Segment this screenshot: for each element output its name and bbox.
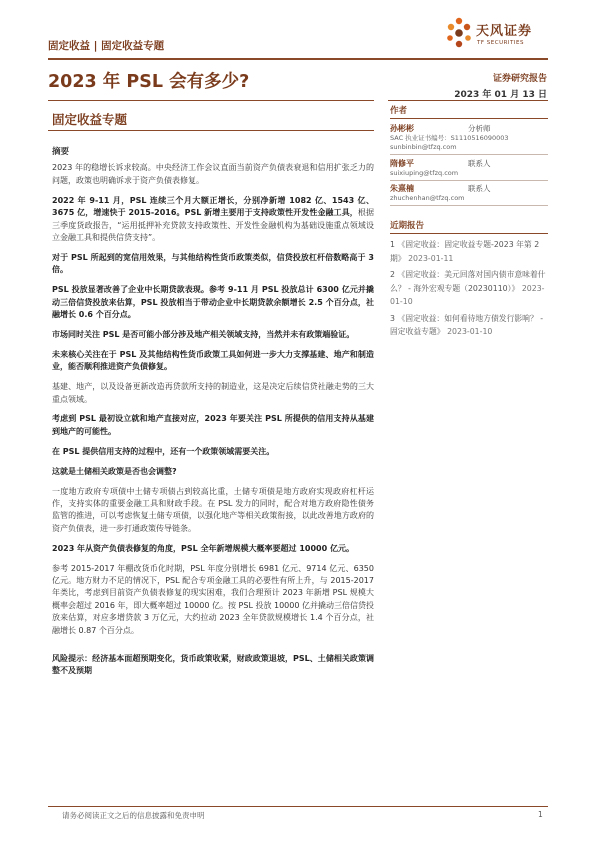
recent-report-item[interactable]: 2 《固定收益：美元回落对国内债市意味着什么？ - 海外宏观专题（20230110）》 2023-01-10 <box>390 270 546 307</box>
logo-text-cn: 天风证券 <box>476 24 533 39</box>
breadcrumb: 固定收益 | 固定收益专题 <box>48 40 165 52</box>
abstract-paragraph: 2023 年的稳增长诉求较高。中央经济工作会议直面当前资产负债表衰退和信用扩张乏力的问题，政策也明确诉求于资产负债表修复。 <box>52 163 374 185</box>
abstract-paragraph: 在 PSL 提供信用支持的过程中，还有一个政策领域需要关注。 <box>52 446 275 456</box>
recent-report-item[interactable]: 3 《固定收益：如何看待地方债发行影响？ -固定收益专题》 2023-01-10 <box>390 313 544 337</box>
author-divider <box>390 180 548 181</box>
abstract-paragraph: 对于 PSL 所起到的宽信用效果，与其他结构性货币政策类似，信贷投放杠杆倍数略高于 3 倍。 <box>52 252 374 275</box>
abstract-paragraph: 参考 2015-2017 年棚改货币化时期，PSL 年度分别增长 6981 亿元、9714 亿元、6350 亿元。地方财力不足的情况下，PSL 配合专项金融工具的必要性有所上升，与 2015-2017 年类比，考虑到目前资产负债表修复的现实困难，我们合理预计 2023 年新增 PSL 规模大概率会超过 2016 年，即大概率超过 10000 亿。按 PSL 投放 10000 亿并撬动三倍信贷投放来估算，对应多增贷款 3 万亿元，大约拉动 2023 全年贷款规模增长 1.4 个百分点，社融增长 0.87 个百分点。 <box>52 563 374 635</box>
recent-report-item[interactable]: 1 《固定收益：固定收益专题-2023 年第 2 期》 2023-01-11 <box>390 240 540 263</box>
report-subtitle: 固定收益专题 <box>52 112 128 127</box>
abstract-paragraph: 基建、地产，以及设备更新改造再贷款所支持的制造业，这是决定后续信贷社融走势的三大重点领域。 <box>52 382 374 404</box>
abstract-paragraph: 一度地方政府专项债中土储专项债占到较高比重，土储专项债是地方政府实现政府杠杆运作，支持实体的重要金融工具和财政手段。在 PSL 发力的同时，配合对地方政府隐性债务监管的推进，可以考虑恢复土储专项债，以强化地产等相关政策衔接，以此改善地方政府的资产负债表，进一步打通政策传导链条。 <box>52 486 374 533</box>
abstract-paragraph: PSL 投放显著改善了企业中长期贷款表现。参考 9-11 月 PSL 投放总计 6300 亿元并撬动三倍信贷投放来估算，PSL 投放相当于带动企业中长期贷款余额增长 2.5 个百分点，社融增长 0.6 个百分点。 <box>52 285 374 319</box>
footer-disclaimer: 请务必阅读正文之后的信息披露和免责申明 <box>62 811 205 820</box>
author-divider <box>390 205 548 206</box>
author-entry <box>390 158 548 181</box>
author-cert: SAC 执业证书编号：S1110516090003 <box>390 134 509 142</box>
author-role: 分析师 <box>468 124 491 133</box>
report-date: 2023 年 01 月 13 日 <box>454 90 547 100</box>
footer-divider <box>48 806 548 807</box>
abstract-paragraph: 2023 年从资产负债表修复的角度，PSL 全年新增规模大概率要超过 10000 亿元。 <box>52 543 354 553</box>
page-title: 2023 年 PSL 会有多少? <box>48 72 250 92</box>
author-role: 联系人 <box>468 184 491 194</box>
author-entry <box>390 183 548 206</box>
authors-heading: 作者 <box>390 106 408 116</box>
author-divider <box>390 154 548 155</box>
abstract-paragraph: 2022 年 9-11 月，PSL 连续三个月大额正增长，分别净新增 1082 亿、1543 亿、3675 亿，增速快于 2015-2016。PSL 新增主要用于支持政策性开发性金融工具，根据三季度货政报告，“运用抵押补充贷款支持政策性、开发性金融机构为基础设施重点领域设立金融工具和提供信贷支持”。 <box>52 195 374 242</box>
author-email[interactable]: suixiuping@tfzq.com <box>390 168 459 177</box>
abstract-paragraph: 未来核心关注在于 PSL 及其他结构性货币政策工具如何进一步大力支撑基建、地产和制造业，能否顺利推进资产负债修复。 <box>52 349 374 372</box>
abstract-paragraphs <box>52 162 374 637</box>
author-email[interactable]: sunbinbin@tfzq.com <box>390 143 457 151</box>
subtitle-divider <box>48 130 374 131</box>
author-name: 孙彬彬 <box>390 124 414 133</box>
author-entry <box>390 123 548 155</box>
report-type: 证券研究报告 <box>492 74 547 84</box>
company-logo <box>444 16 554 56</box>
abstract-paragraph: 考虑到 PSL 最初设立就和地产直接对应，2023 年要关注 PSL 所提供的信用支持从基建到地产的可能性。 <box>52 414 374 436</box>
recent-reports-divider <box>390 233 548 234</box>
sidebar-top-divider <box>388 100 548 101</box>
author-name: 隋修平 <box>390 158 414 168</box>
page-number: 1 <box>538 810 543 819</box>
authors-divider <box>390 118 548 119</box>
author-email[interactable]: zhuchenhan@tfzq.com <box>390 194 465 203</box>
title-divider <box>48 100 374 101</box>
recent-reports-list <box>390 238 548 339</box>
risk-warning: 风险提示：经济基本面超预期变化，货币政策收紧，财政政策退坡，PSL、土储相关政策调整不及预期 <box>52 654 374 676</box>
author-list <box>390 123 548 206</box>
abstract-paragraph: 市场同时关注 PSL 是否可能小部分涉及地产相关领域支持，当然并未有政策端验证。 <box>52 329 355 339</box>
abstract-paragraph: 这就是土储相关政策是否也会调整? <box>52 466 177 476</box>
header-divider <box>48 58 548 60</box>
logo-text-en: TF SECURITIES <box>477 40 524 46</box>
logo-mark-icon <box>444 16 474 54</box>
recent-reports-heading: 近期报告 <box>390 221 425 232</box>
author-role: 联系人 <box>468 158 491 168</box>
main-content <box>52 146 374 685</box>
sidebar <box>390 104 548 342</box>
author-name: 朱熹楠 <box>390 184 414 194</box>
abstract-heading: 摘要 <box>52 147 70 157</box>
